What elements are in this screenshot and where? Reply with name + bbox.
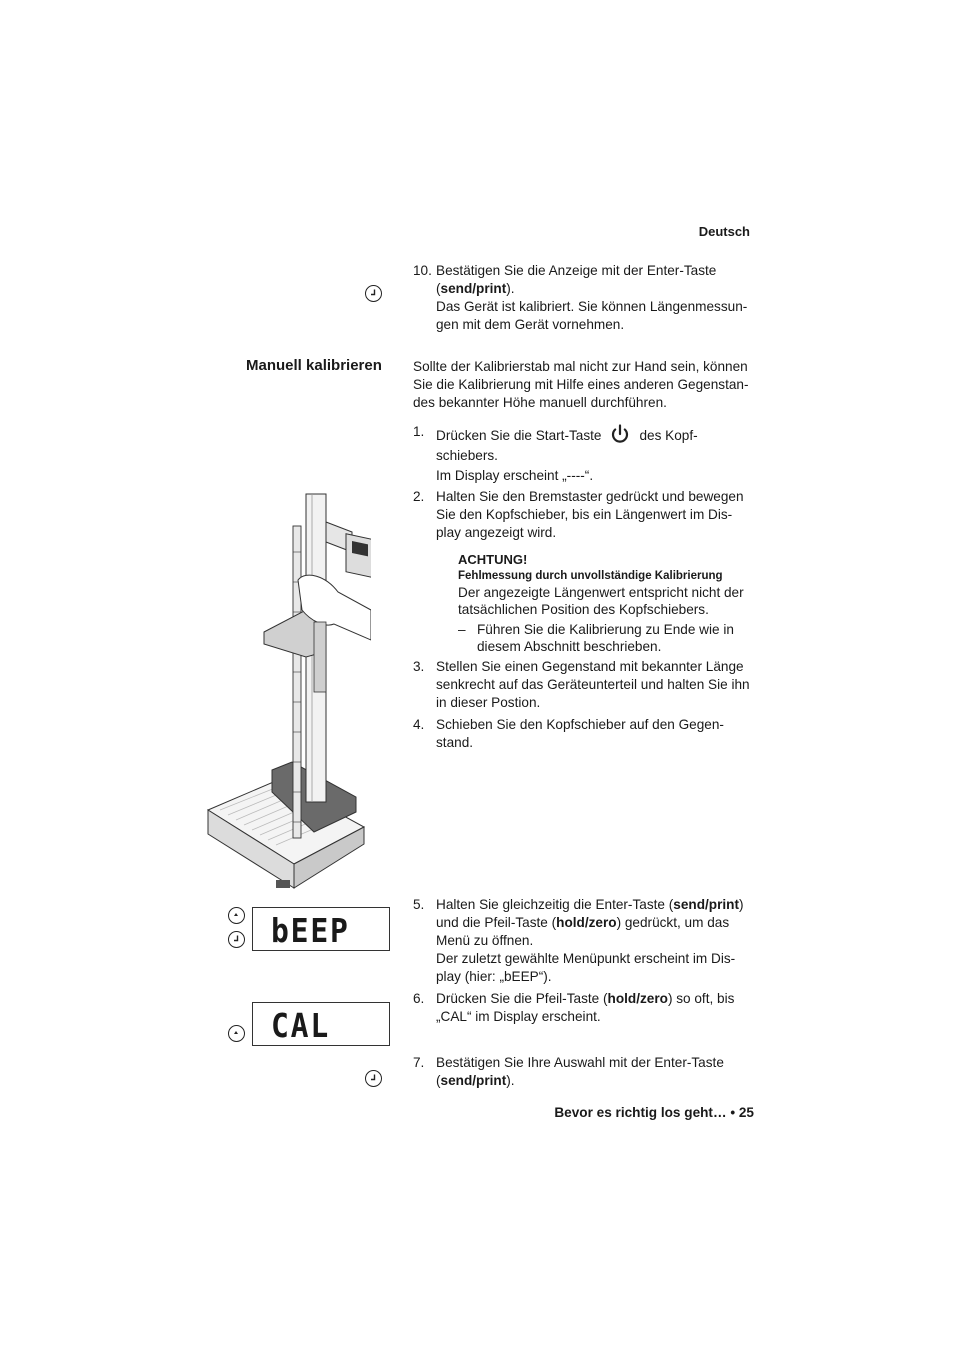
warning-title: ACHTUNG! [458, 552, 528, 567]
step-10: 10. Bestätigen Sie die Anzeige mit der Enter-Taste (send/print). Das Gerät ist kalibriert. Sie können Längenmessun- gen mit dem Gerät vornehmen. [413, 263, 748, 332]
step-3: 3. Stellen Sie einen Gegenstand mit bekannter Länge senkrecht auf das Geräteunterteil und halten Sie ihn in dieser Postion. [413, 659, 750, 710]
key-hold-zero: hold/zero [607, 991, 668, 1006]
language-label: Deutsch [698, 224, 750, 239]
step-2: 2. Halten Sie den Bremstaster gedrückt und bewegen Sie den Kopfschieber, bis ein Längenwert im Dis- play angezeigt wird. [413, 489, 744, 540]
power-icon [609, 423, 631, 450]
measuring-station-illustration [206, 492, 371, 892]
arrow-key-icon [228, 1025, 245, 1042]
step-7: 7. Bestätigen Sie Ihre Auswahl mit der Enter-Taste (send/print). [413, 1055, 724, 1088]
lcd-display-beep [252, 907, 390, 951]
lcd-text-cal: CAL [271, 1006, 331, 1045]
step-1: 1. Drücken Sie die Start-Taste des Kopf- schiebers. Im Display erscheint „----“. [413, 424, 698, 483]
step-6: 6. Drücken Sie die Pfeil-Taste (hold/zero) so oft, bis „CAL“ im Display erscheint. [413, 991, 735, 1024]
key-send-print: send/print [440, 1073, 507, 1088]
warning-box: ACHTUNG! Fehlmessung durch unvollständige Kalibrierung Der angezeigte Längenwert entspricht nicht der tatsächlichen Position des Kopfschiebers. – Führen Sie die Kalibrierung zu Ende wie in diesem Abschnitt beschrieben. [458, 551, 758, 655]
key-hold-zero: hold/zero [556, 915, 617, 930]
step-5: 5. Halten Sie gleichzeitig die Enter-Taste (send/print) und die Pfeil-Taste (hold/zero) gedrückt, um das Menü zu öffnen. Der zuletzt gewählte Menüpunkt erscheint im Dis- play (hier: „bEEP“). [413, 897, 744, 984]
key-send-print: send/print [440, 281, 507, 296]
arrow-key-icon [228, 907, 245, 924]
lcd-display-cal [252, 1002, 390, 1046]
warning-subtitle: Fehlmessung durch unvollständige Kalibrierung [458, 570, 723, 582]
page-footer: Bevor es richtig los geht… • 25 [554, 1105, 754, 1120]
key-send-print: send/print [673, 897, 739, 912]
enter-key-icon [365, 285, 382, 302]
section-title: Manuell kalibrieren [246, 357, 382, 374]
enter-key-icon [365, 1070, 382, 1087]
enter-key-icon [228, 931, 245, 948]
step-4: 4. Schieben Sie den Kopfschieber auf den Gegen- stand. [413, 717, 724, 750]
section-intro: Sollte der Kalibrierstab mal nicht zur Hand sein, können Sie die Kalibrierung mit Hilfe eines anderen Gegenstan- des bekannter Höhe manuell durchführen. [413, 359, 749, 410]
lcd-text-beep: bEEP [271, 911, 350, 950]
warning-bullet: – Führen Sie die Kalibrierung zu Ende wie in diesem Abschnitt beschrieben. [458, 622, 734, 654]
